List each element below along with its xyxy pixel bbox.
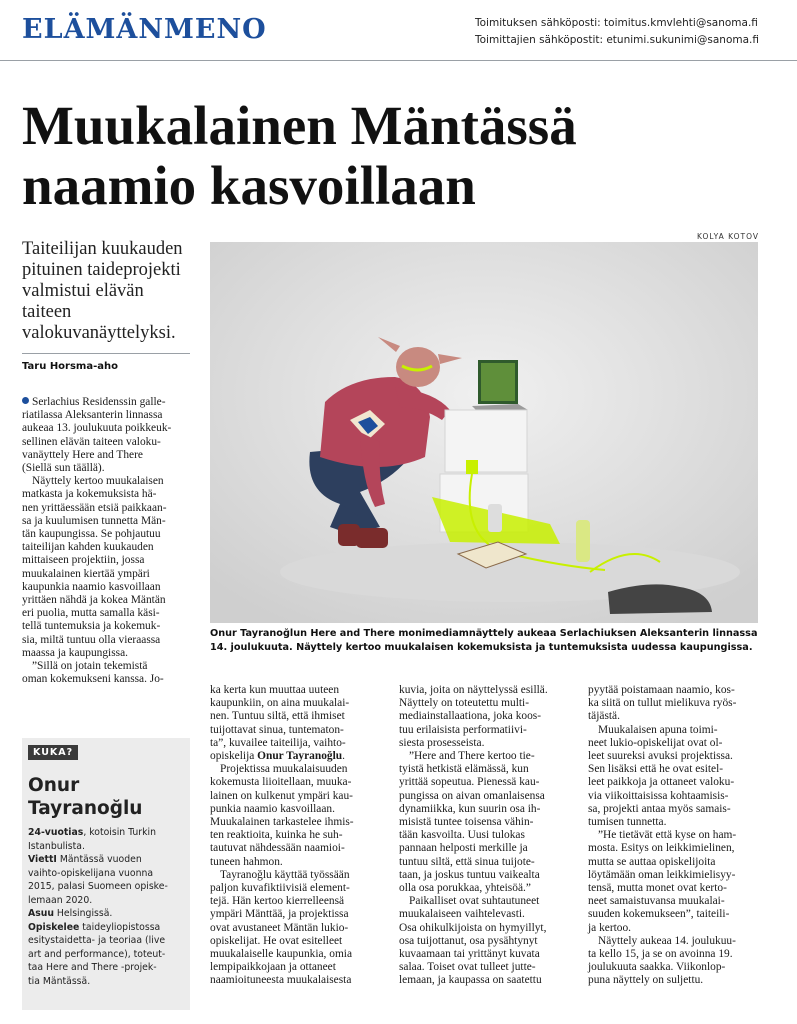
body-line: ta kello 15, ja se on avoinna 19.	[588, 948, 733, 961]
body-line: lemaan, ja kaupassa on saatettu	[399, 974, 542, 987]
body-line: tejä. Hän kertoo kierrelleensä	[210, 895, 345, 908]
body-line: ka siitä on tullut mielikuva ryös-	[588, 697, 737, 710]
body-line: neet samaistuvansa muukalai-	[588, 895, 725, 908]
body-line: riatilassa Aleksanterin linnassa	[22, 409, 163, 422]
lead-line: valmistui elävän	[22, 281, 144, 301]
body-line: punkia naamio kasvoillaan.	[210, 802, 335, 815]
body-line: Näyttely kertoo muukalaisen	[32, 475, 164, 488]
body-line: opiskelija Onur Tayranoğlu.	[210, 750, 345, 763]
article-column-3	[399, 684, 571, 988]
headline-line-2: naamio kasvoillaan	[22, 155, 476, 216]
body-line: siesta prosesseista.	[399, 736, 485, 749]
body-line: vanäyttely Here and There	[22, 448, 143, 461]
caption-line: 14. joulukuuta. Näyttely kertoo muukalaisen kokemuksista ja tuntemuksista uudessa kaupungissa.	[210, 642, 753, 653]
lead-line: pituinen taideprojekti	[22, 260, 181, 280]
body-line: Serlachius Residenssin galle-	[22, 396, 194, 409]
fact-line: 24-vuotias, kotoisin Turkin	[28, 827, 156, 838]
lead-line: valokuvanäyttelyksi.	[22, 323, 176, 343]
headline-line-1: Muukalainen Mäntässä	[22, 95, 577, 156]
contact-emails	[475, 15, 759, 49]
body-line: tellä tuntemuksia ja kokemuk-	[22, 620, 161, 633]
header-divider	[0, 60, 797, 61]
fact-line: Istanbulista.	[28, 840, 85, 852]
body-line: Projektissa muukalaisuuden	[220, 763, 348, 776]
bullet-dot-icon	[22, 397, 29, 404]
body-line: yrittäen nähdä ja kokea Mäntän	[22, 594, 166, 607]
body-line: puna näyttely on suljettu.	[588, 974, 704, 987]
body-line: leet paikkoja ja ottaneet valoku-	[588, 776, 735, 789]
fact-line: esitystaidetta- ja teoriaa (live	[28, 935, 166, 946]
body-line: sellinen elävän taiteen valoku-	[22, 435, 161, 448]
body-line: lainen on kulkenut ympäri kau-	[210, 789, 353, 802]
fact-line: tia Mäntässä.	[28, 975, 91, 987]
body-line: tuntuu siltä, että sinua tuijote-	[399, 855, 535, 868]
byline: Taru Horsma-aho	[22, 361, 118, 372]
body-line: salaa. Toiset ovat tulleet jutte-	[399, 961, 536, 974]
fact-line: 2015, palasi Suomeen opiske-	[28, 881, 168, 892]
fact-box-details	[28, 826, 188, 988]
body-line: Näyttely on toteutettu multi-	[399, 697, 530, 710]
body-line: pungissa on aivan omanlaisensa	[399, 789, 545, 802]
body-line: tuijottavat sinua, tuntematon-	[210, 723, 344, 736]
fact-line: art and performance), toteut-	[28, 948, 166, 960]
body-line: opiskelijat. He ovat esitelleet	[210, 934, 343, 947]
body-line: Näyttely aukeaa 14. joulukuu-	[598, 934, 736, 947]
article-photo	[210, 242, 758, 623]
newsroom-email: Toimituksen sähköposti: toimitus.kmvlehti@sanoma.fi	[475, 17, 758, 29]
body-line: Muukalainen tarkastelee ihmis-	[210, 816, 354, 829]
fact-box-name	[28, 774, 142, 820]
article-column-2	[210, 684, 380, 988]
body-line: mosta. Esitys on leikkimielinen,	[588, 842, 735, 855]
body-line: ovat avustaneet Mäntän lukio-	[210, 921, 349, 934]
body-line: tuneen hahmon.	[210, 855, 283, 868]
body-line: sa ja kuulumisen tunnetta Män-	[22, 514, 166, 527]
headline	[22, 96, 782, 216]
lead-divider	[22, 353, 190, 354]
body-line: oman kokemukseni kanssa. Jo-	[22, 673, 164, 686]
photo-caption	[210, 627, 770, 655]
body-line: eri puolia, mutta samalla käsi-	[22, 607, 160, 620]
body-line: pannaan helposti merkille ja	[399, 842, 528, 855]
body-line: muukalainen kiertää ympäri	[22, 567, 150, 580]
body-line: matkasta ja kokemuksista hä-	[22, 488, 157, 501]
fact-line: ViettI Mäntässä vuoden	[28, 854, 142, 865]
body-line: Sen lisäksi että he ovat esitel-	[588, 763, 724, 776]
body-line: dynamiikka, kun suurin osa ih-	[399, 802, 541, 815]
body-line: sia, miltä tuntuu olla vieraassa	[22, 633, 161, 646]
body-line: kokemusta liioitellaan, muuka-	[210, 776, 352, 789]
fact-line: Opiskelee taideyliopistossa	[28, 921, 161, 933]
body-line: Paikalliset ovat suhtautuneet	[409, 895, 540, 908]
fact-box-tag: KUKA?	[28, 745, 78, 760]
body-line: ympäri Mänttää, ja projektissa	[210, 908, 349, 921]
body-line: täjästä.	[588, 710, 620, 723]
body-line: mediainstallaationa, joka koos-	[399, 710, 542, 723]
name-line: Tayranoğlu	[28, 798, 143, 819]
body-line: misistä tuntee toisensa vähin-	[399, 816, 534, 829]
body-line: yrittää sopeutua. Pienessä kau-	[399, 776, 540, 789]
body-line: sa, projekti antaa myös samais-	[588, 802, 731, 815]
article-column-1	[22, 396, 194, 686]
body-line: naamioituneesta muukalaisesta	[210, 974, 352, 987]
body-line: löytämään oman leikkimielisyy-	[588, 868, 736, 881]
body-line: osa tuijottanut, osa pysähtynyt	[399, 934, 538, 947]
body-line: nen yrittäessään etsiä paikkaan-	[22, 501, 167, 514]
body-line: tään kasvoilta. Uusi tulokas	[399, 829, 525, 842]
body-line: tuu erilaisista performatiivi-	[399, 723, 527, 736]
article-column-4	[588, 684, 760, 988]
body-line: pyytää poistamaan naamio, kos-	[588, 684, 735, 696]
reporter-email: Toimittajien sähköpostit: etunimi.sukunimi@sanoma.fi	[475, 34, 759, 46]
body-line: neet lukio-opiskelijat ovat ol-	[588, 736, 723, 749]
body-line: tän kaupungissa. Se pohjautuu	[22, 528, 161, 541]
lead-line: taiteen	[22, 302, 72, 322]
body-line: (Siellä sun täällä).	[22, 462, 105, 475]
body-line: aukeaa 13. joulukuuta poikkeuk-	[22, 422, 172, 435]
section-title: ELÄMÄNMENO	[22, 14, 267, 45]
body-line: muukalaiseen vaihtelevasti.	[399, 908, 525, 921]
body-line: suuden kokemukseen”, taiteili-	[588, 908, 730, 921]
body-line: taan, ja joskus tuntuu vaikealta	[399, 868, 540, 881]
caption-line: Onur Tayranoğlun Here and There monimediamnäyttely aukeaa Serlachiuksen Aleksanterin linnassa	[210, 628, 758, 639]
body-line: maassa ja kaupungissa.	[22, 646, 128, 659]
lead-text	[22, 239, 197, 344]
name-line: Onur	[28, 775, 80, 796]
body-line: ”Here and There kertoo tie-	[409, 750, 535, 763]
body-line: ”Sillä on jotain tekemistä	[32, 660, 148, 673]
body-line: ja kertoo.	[588, 921, 632, 934]
body-line: nen. Tuntuu siltä, että ihmiset	[210, 710, 345, 723]
photo-credit: KOLYA KOTOV	[696, 232, 759, 241]
body-line: via viikoittaisissa kohtaamisis-	[588, 789, 729, 802]
body-line: tensä, mutta monet ovat kerto-	[588, 882, 727, 895]
body-line: tautuvat nähdessään naamioi-	[210, 842, 345, 855]
body-line: leet suureksi avuksi projektissa.	[588, 750, 733, 763]
lead-line: Taiteilijan kuukauden	[22, 239, 183, 259]
body-line: kaupunkia naamio kasvoillaan	[22, 580, 161, 593]
body-line: Muukalaisen apuna toimi-	[598, 723, 718, 736]
photo-illustration	[210, 242, 758, 623]
body-line: Osa ohikulkijoista on hymyillyt,	[399, 921, 547, 934]
body-line: ten reaktioita, kuinka he suh-	[210, 829, 343, 842]
fact-line: taa Here and There -projek-	[28, 962, 157, 973]
body-line: mutta se auttaa opiskelijoita	[588, 855, 716, 868]
fact-line: lemaan 2020.	[28, 894, 93, 906]
body-line: paljon kuvafiktiivisiä element-	[210, 882, 350, 895]
body-line: joulukuuta saakka. Viikonlop-	[588, 961, 726, 974]
body-line: tyistä hetkistä elämässä, kun	[399, 763, 529, 776]
body-line: taiteilijan kahden kuukauden	[22, 541, 154, 554]
body-line: ta”, kuvailee taiteilija, vaihto-	[210, 736, 346, 749]
body-line: kaupunkiin, on aina muukalai-	[210, 697, 350, 710]
body-line: kuvaamaan tai yrittänyt kuvata	[399, 948, 540, 961]
body-line: Tayranoğlu käyttää työssään	[220, 868, 350, 881]
body-line: lempipaikkojaan ja ottaneet	[210, 961, 336, 974]
body-line: tumisen tunnetta.	[588, 816, 667, 829]
body-line: ”He tietävät että kyse on ham-	[598, 829, 737, 842]
fact-line: Asuu Helsingissä.	[28, 908, 113, 919]
fact-line: vaihto-opiskelijana vuonna	[28, 867, 154, 879]
body-line: kuvia, joita on näyttelyssä esillä.	[399, 684, 548, 696]
body-line: ka kerta kun muuttaa uuteen	[210, 684, 340, 696]
body-line: olla osa porukkaa, yhteisöä.”	[399, 882, 531, 895]
body-line: muukalaiselle kaupunkia, omia	[210, 948, 353, 961]
body-line: mittaiseen projektiin, jossa	[22, 554, 145, 567]
